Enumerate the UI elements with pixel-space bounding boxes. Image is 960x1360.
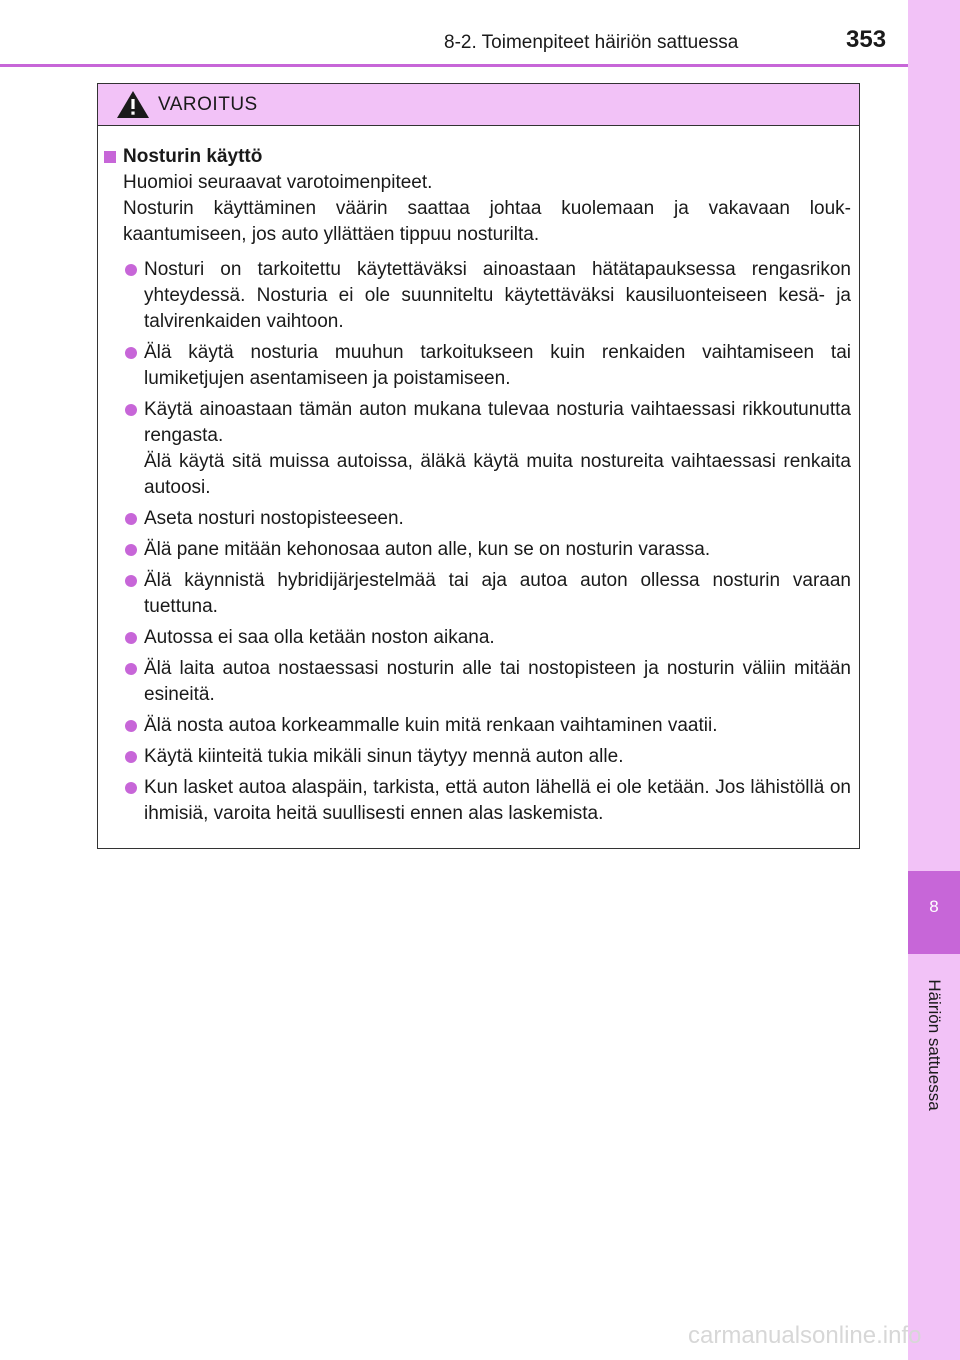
- chapter-number: 8: [929, 897, 939, 916]
- circle-bullet-icon: [125, 782, 137, 794]
- circle-bullet-icon: [125, 720, 137, 732]
- list-item: [104, 713, 851, 739]
- intro-line: Nosturin käyttäminen väärin saattaa johtaa kuolemaan ja vakavaan loukkaantumiseen, jos auto yllättäen tippuu nosturilta.: [123, 198, 851, 245]
- bullet-text: Älä pane mitään kehonosaa auton alle, kun se on nosturin varassa.: [144, 539, 711, 560]
- circle-bullet-icon: [125, 513, 137, 525]
- subsection-title: Nosturin käyttö: [123, 146, 263, 167]
- bullet-text: Älä nosta autoa korkeammalle kuin mitä renkaan vaihtaminen vaatii.: [144, 715, 718, 736]
- bullet-text: Nosturi on tarkoitettu käytettäväksi ainoastaan hätätapauksessa rengasrikon yhteydessä. Nosturia ei ole suunniteltu käytettäväksi kausiluonteiseen kesä- ja talvirenkaiden vaihtoon.: [144, 259, 851, 332]
- subsection-heading: [104, 144, 851, 170]
- section-heading: 8-2. Toimenpiteet häiriön sattuessa: [444, 32, 739, 53]
- square-bullet-icon: [104, 151, 116, 163]
- bullet-text: Kun lasket autoa alaspäin, tarkista, että auton lähellä ei ole ketään. Jos lähistöllä on ihmisiä, varoita heitä suullisesti ennen alas laskemista.: [144, 777, 851, 824]
- warning-title: VAROITUS: [158, 94, 258, 115]
- list-item: [104, 656, 851, 708]
- bullet-list: [104, 257, 851, 827]
- list-item: [104, 397, 851, 501]
- circle-bullet-icon: [125, 404, 137, 416]
- list-item: [104, 257, 851, 335]
- circle-bullet-icon: [125, 264, 137, 276]
- list-item: [104, 568, 851, 620]
- list-item: [104, 506, 851, 532]
- circle-bullet-icon: [125, 751, 137, 763]
- circle-bullet-icon: [125, 663, 137, 675]
- circle-bullet-icon: [125, 347, 137, 359]
- warning-box: [97, 83, 860, 849]
- bullet-text: Autossa ei saa olla ketään noston aikana.: [144, 627, 495, 648]
- bullet-text: Käytä kiinteitä tukia mikäli sinun täytyy mennä auton alle.: [144, 746, 624, 767]
- intro-text: [104, 170, 851, 248]
- watermark: carmanualsonline.info: [688, 1322, 922, 1349]
- bullet-text: Älä käynnistä hybridijärjestelmää tai aja autoa auton ollessa nosturin varaan tuettuna.: [144, 570, 851, 617]
- bullet-text: Älä laita autoa nostaessasi nosturin alle tai nostopisteen ja nosturin väliin mitään esineitä.: [144, 658, 851, 705]
- list-item: [104, 775, 851, 827]
- circle-bullet-icon: [125, 544, 137, 556]
- warning-header: [98, 84, 859, 126]
- list-item: [104, 744, 851, 770]
- header-divider: [0, 64, 908, 67]
- list-item: [104, 537, 851, 563]
- intro-line: Huomioi seuraavat varotoimenpiteet.: [123, 172, 433, 193]
- bullet-text: Älä käytä nosturia muuhun tarkoitukseen kuin renkaiden vaihtamiseen tai lumiketjujen asentamiseen ja poistamiseen.: [144, 342, 851, 389]
- list-item: [104, 340, 851, 392]
- warning-body: [98, 126, 859, 827]
- side-strip: [908, 0, 960, 1360]
- bullet-text: Käytä ainoastaan tämän auton mukana tulevaa nosturia vaihtaessasi rikkoutunutta rengasta.: [144, 399, 851, 446]
- bullet-text: Älä käytä sitä muissa autoissa, äläkä käytä muita nostureita vaihtaessasi renkaita autoosi.: [144, 451, 851, 498]
- circle-bullet-icon: [125, 632, 137, 644]
- list-item: [104, 625, 851, 651]
- chapter-label: Häiriön sattuessa: [925, 979, 944, 1111]
- circle-bullet-icon: [125, 575, 137, 587]
- page-number: 353: [846, 26, 887, 53]
- warning-triangle-icon: [116, 89, 150, 124]
- bullet-text: Aseta nosturi nostopisteeseen.: [144, 508, 404, 529]
- chapter-tab: [908, 871, 960, 954]
